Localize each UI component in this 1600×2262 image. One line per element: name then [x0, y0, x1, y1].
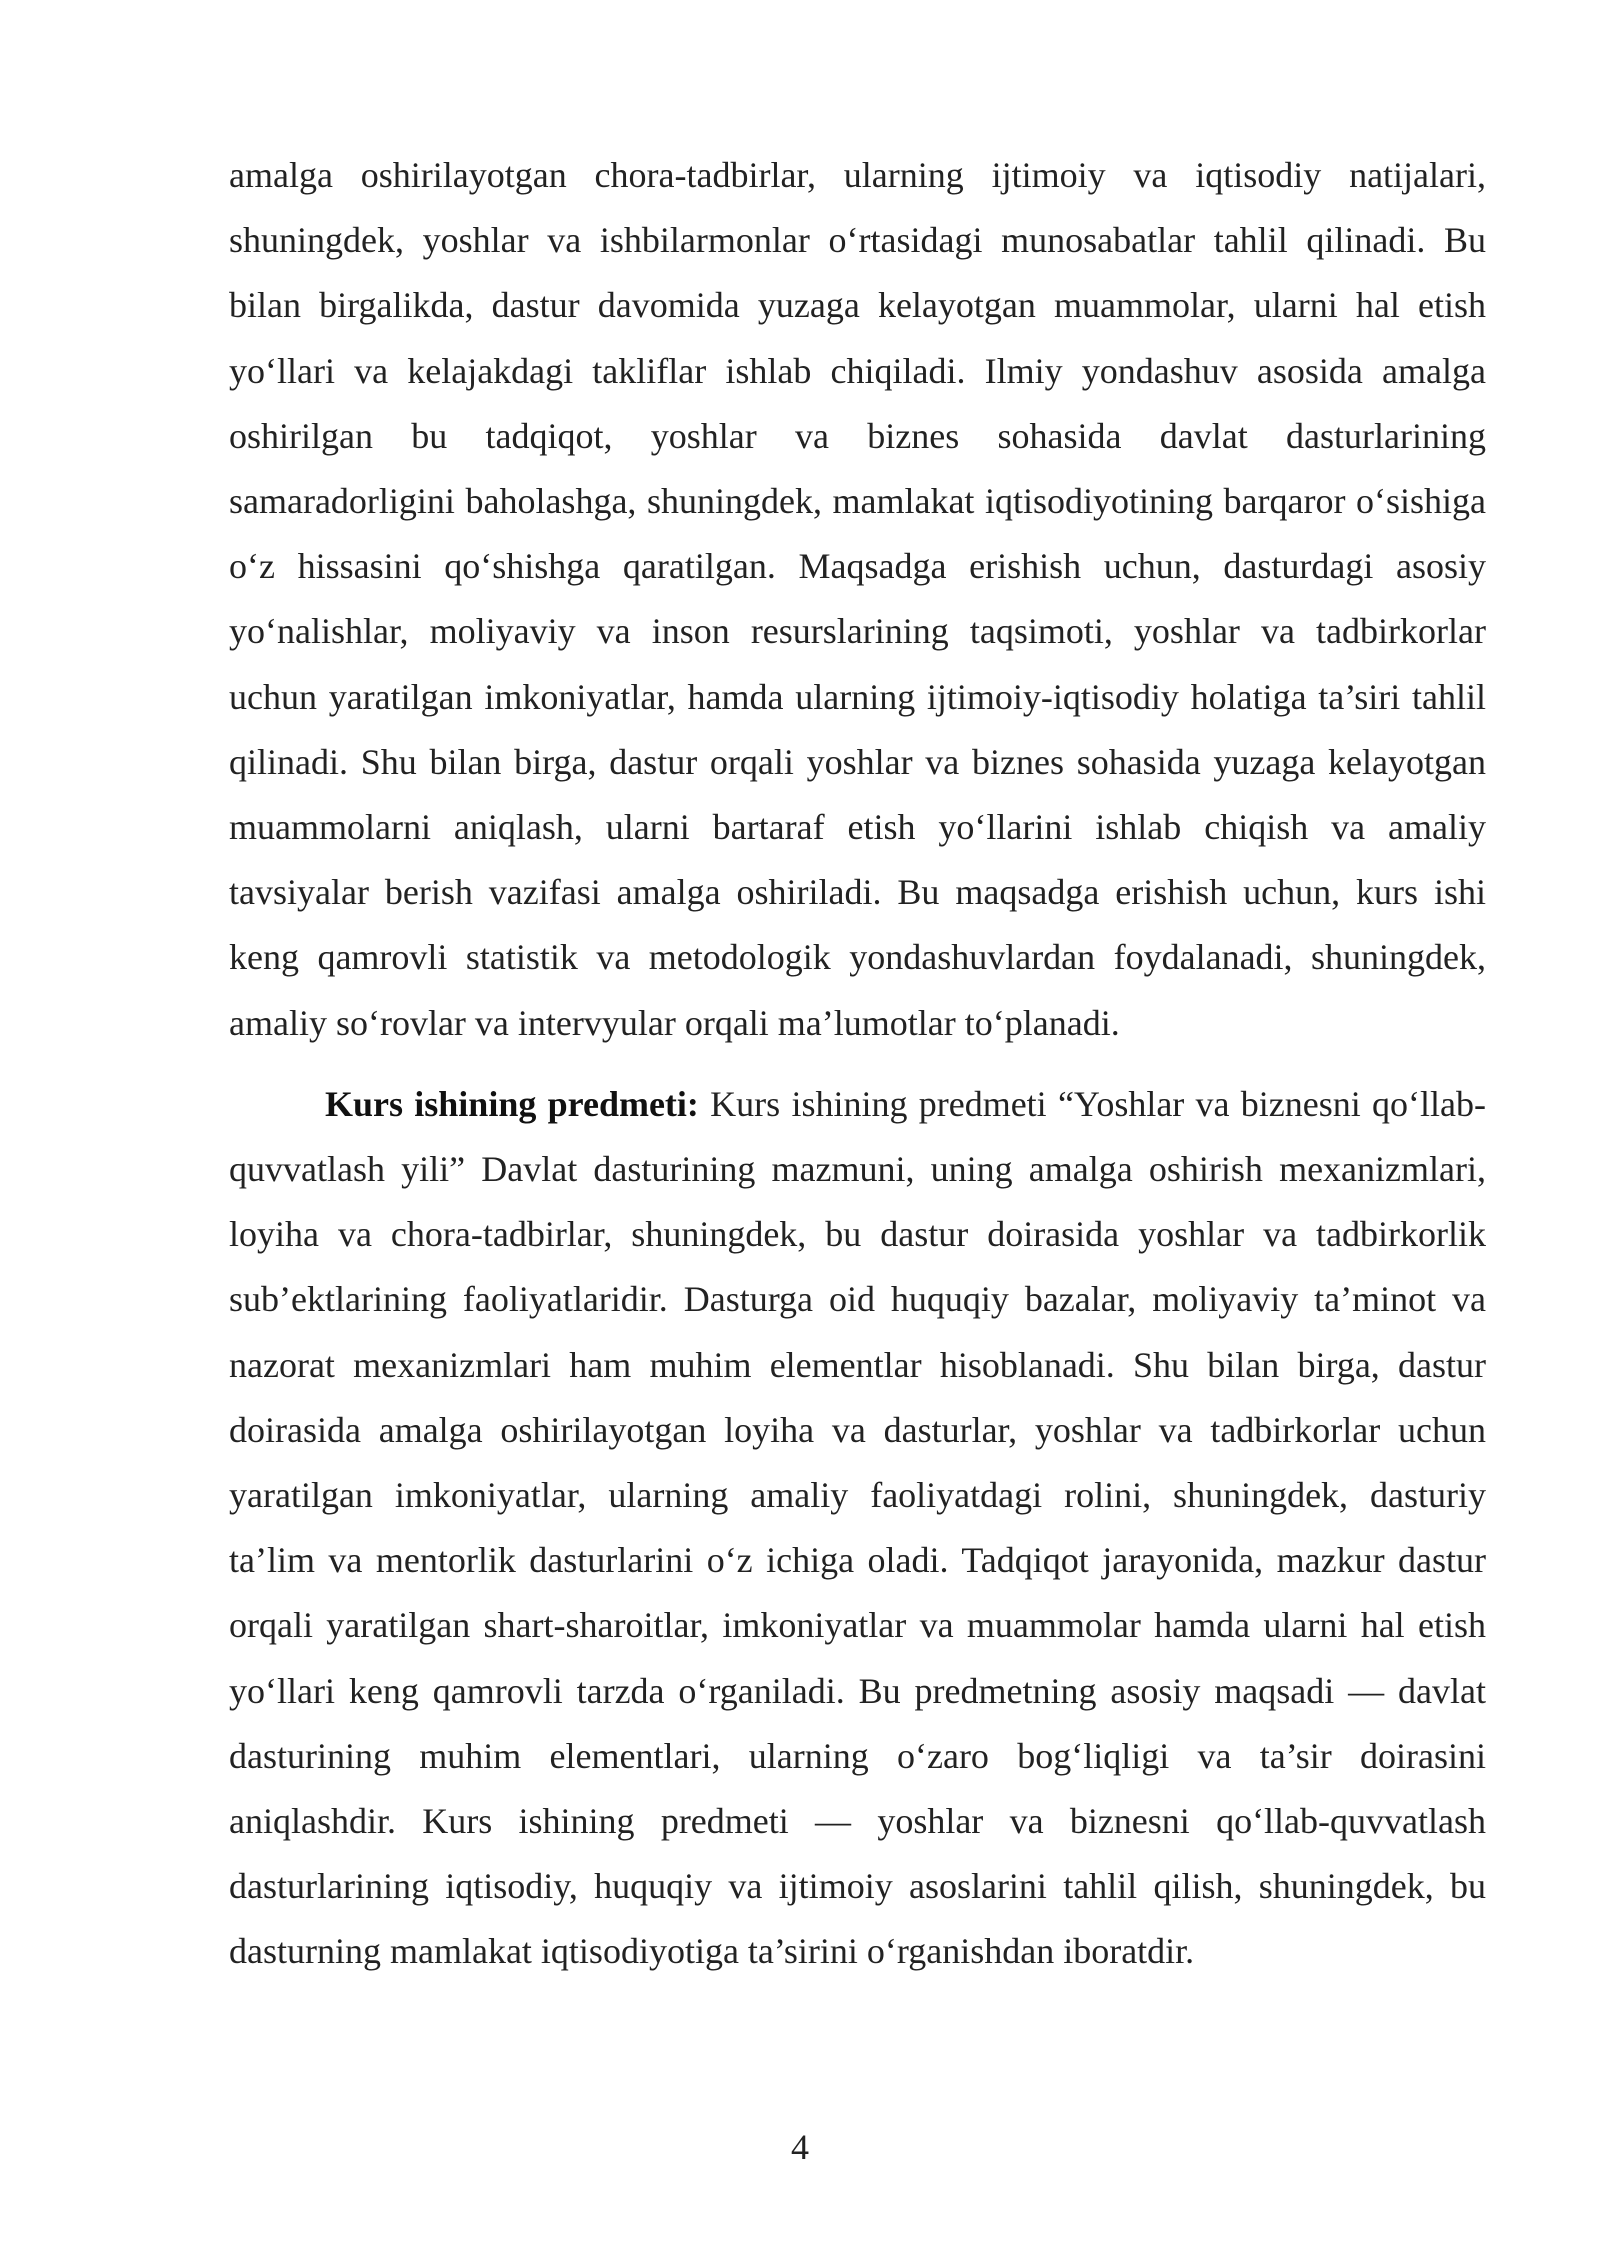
document-page [229, 143, 1486, 1985]
paragraph-lead-heading: Kurs ishining predmeti: [325, 1083, 699, 1124]
paragraph-body-text: Kurs ishining predmeti “Yoshlar va biznesni qo‘llab-quvvatlash yili” Davlat dasturining mazmuni, uning amalga oshirish mexanizmlari, loyiha va chora-tadbirlar, shuningdek, bu dastur doirasida yoshlar va tadbirkorlik sub’ektlarining faoliyatlaridir. Dasturga oid huquqiy bazalar, moliyaviy ta’minot va nazorat mexanizmlari ham muhim elementlar hisoblanadi. Shu bilan birga, dastur doirasida amalga oshirilayotgan loyiha va dasturlar, yoshlar va tadbirkorlar uchun yaratilgan imkoniyatlar, ularning amaliy faoliyatdagi rolini, shuningdek, dasturiy ta’lim va mentorlik dasturlarini o‘z ichiga oladi. Tadqiqot jarayonida, mazkur dastur orqali yaratilgan shart-sharoitlar, imkoniyatlar va muammolar hamda ularni hal etish yo‘llari keng qamrovli tarzda o‘rganiladi. Bu predmetning asosiy maqsadi — davlat dasturining muhim elementlari, ularning o‘zaro bog‘liqligi va ta’sir doirasini aniqlashdir. Kurs ishining predmeti — yoshlar va biznesni qo‘llab-quvvatlash dasturlarining iqtisodiy, huquqiy va ijtimoiy asoslarini tahlil qilish, shuningdek, bu dasturning mamlakat iqtisodiyotiga ta’sirini o‘rganishdan iboratdir. [229, 1083, 1486, 1972]
page-number: 4 [791, 2127, 809, 2167]
body-paragraph-subject [229, 1072, 1486, 1985]
body-paragraph-continuation: amalga oshirilayotgan chora-tadbirlar, ularning ijtimoiy va iqtisodiy natijalari, shuningdek, yoshlar va ishbilarmonlar o‘rtasidagi munosabatlar tahlil qilinadi. Bu bilan birgalikda, dastur davomida yuzaga kelayotgan muammolar, ularni hal etish yo‘llari va kelajakdagi takliflar ishlab chiqiladi. Ilmiy yondashuv asosida amalga oshirilgan bu tadqiqot, yoshlar va biznes sohasida davlat dasturlarining samaradorligini baholashga, shuningdek, mamlakat iqtisodiyotining barqaror o‘sishiga o‘z hissasini qo‘shishga qaratilgan. Maqsadga erishish uchun, dasturdagi asosiy yo‘nalishlar, moliyaviy va inson resurslarining taqsimoti, yoshlar va tadbirkorlar uchun yaratilgan imkoniyatlar, hamda ularning ijtimoiy-iqtisodiy holatiga ta’siri tahlil qilinadi. Shu bilan birga, dastur orqali yoshlar va biznes sohasida yuzaga kelayotgan muammolarni aniqlash, ularni bartaraf etish yo‘llarini ishlab chiqish va amaliy tavsiyalar berish vazifasi amalga oshiriladi. Bu maqsadga erishish uchun, kurs ishi keng qamrovli statistik va metodologik yondashuvlardan foydalanadi, shuningdek, amaliy so‘rovlar va intervyular orqali ma’lumotlar to‘planadi. [229, 155, 1486, 1043]
